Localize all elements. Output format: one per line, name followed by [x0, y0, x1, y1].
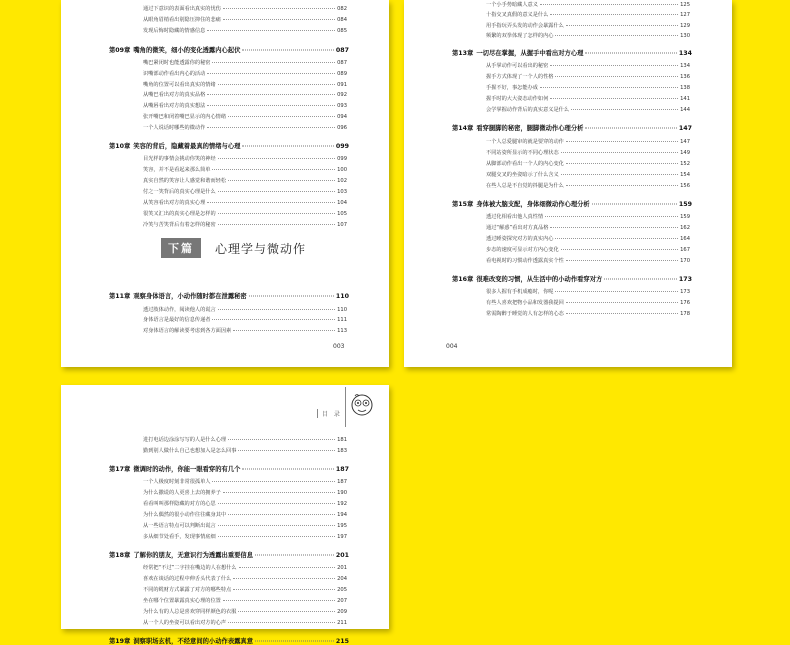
toc-section-entry[interactable] [486, 32, 690, 39]
dot-leader [218, 191, 335, 192]
dot-leader [218, 84, 335, 85]
toc-section-entry[interactable] [143, 91, 347, 98]
entry-page-number: 195 [337, 523, 347, 529]
toc-section-entry[interactable] [143, 436, 347, 443]
entry-page-number: 136 [680, 74, 690, 80]
section-title: 多从细节处看手，发现事情底细 [143, 534, 216, 540]
chapter-title: 微调时的动作，你能一眼看穿的有几个 [133, 466, 241, 473]
dot-leader [566, 313, 678, 314]
section-title: 识嘴部动作看出内心的活动 [143, 71, 206, 77]
dot-leader [604, 279, 677, 280]
entry-page-number: 111 [337, 317, 347, 323]
dot-leader [566, 260, 678, 261]
entry-page-number: 190 [337, 490, 347, 496]
dot-leader [228, 116, 335, 117]
dot-leader [566, 25, 678, 26]
section-title: 一个小手势暗藏人意义 [486, 2, 538, 8]
toc-section-entry[interactable] [143, 327, 347, 334]
dot-leader [233, 578, 335, 579]
chapter-title: 嘴角的微笑，细小的变化透露内心起伏 [133, 47, 241, 54]
toc-section-entry[interactable] [143, 16, 347, 23]
dot-leader [550, 227, 678, 228]
entry-page-number: 205 [337, 587, 347, 593]
section-title: 看电视时的习惯动作透露真实个性 [486, 258, 564, 264]
dot-leader [212, 319, 335, 320]
chapter-title: 观察身体语言，小动作随时都在泄露秘密 [133, 293, 247, 300]
toc-chapter-entry[interactable] [452, 274, 692, 283]
entry-page-number: 147 [678, 125, 692, 132]
toc-chapter-entry[interactable] [452, 199, 692, 208]
section-title: 为什么有的人总是喜欢穿同样颜色的衣服 [143, 609, 237, 615]
entry-page-number: 156 [680, 183, 690, 189]
dot-leader [555, 76, 678, 77]
section-title: 为什么偶然的很小动作往往藏身其中 [143, 512, 227, 518]
entry-page-number: 167 [680, 247, 690, 253]
chapter-number: 第17章 [109, 466, 131, 473]
toc-section-entry[interactable] [143, 70, 347, 77]
toc-section-entry[interactable] [143, 575, 347, 582]
section-title: 从手掌动作可以看出的秘密 [486, 63, 549, 69]
toc-section-entry[interactable] [143, 5, 347, 12]
dot-leader [555, 238, 678, 239]
dot-leader [592, 204, 677, 205]
section-title: 看看叫叫那样隐藏的对方的心思 [143, 501, 216, 507]
toc-section-entry[interactable] [143, 564, 347, 571]
entry-page-number: 105 [337, 211, 347, 217]
section-title: 进打电话边涂涂写写的人是什么心理 [143, 437, 227, 443]
toc-section-entry[interactable] [143, 511, 347, 518]
toc-page-004 [404, 0, 732, 367]
entry-page-number: 173 [678, 276, 692, 283]
entry-page-number: 178 [680, 311, 690, 317]
page-number: 004 [446, 343, 458, 350]
dot-leader [207, 127, 335, 128]
dot-leader [566, 163, 678, 164]
entry-page-number: 113 [337, 328, 347, 334]
entry-page-number: 094 [337, 114, 347, 120]
dot-leader [255, 641, 334, 642]
entry-page-number: 159 [680, 214, 690, 220]
dot-leader [555, 35, 678, 36]
toc-section-entry[interactable] [486, 235, 690, 242]
toc-section-entry[interactable] [486, 84, 690, 91]
chapter-title: 洞察职场玄机，不经意间的小动作表露真意 [133, 638, 253, 645]
entry-page-number: 207 [337, 598, 347, 604]
chapter-title: 身体被大脑支配，身体细微动作心理分析 [476, 201, 590, 208]
entry-page-number: 110 [337, 307, 347, 313]
dot-leader [228, 622, 335, 623]
entry-page-number: 211 [337, 620, 347, 626]
dot-leader [228, 439, 335, 440]
section-title: 坐在哪个位置暴露真实心理的位置 [143, 598, 221, 604]
toc-section-entry[interactable] [486, 1, 690, 8]
chapter-number: 第14章 [452, 125, 474, 132]
entry-page-number: 187 [335, 466, 349, 473]
section-title: 在些人总是不自觉的抖腿是为什么 [486, 183, 564, 189]
dot-leader [255, 555, 334, 556]
chapter-number: 第16章 [452, 276, 474, 283]
dot-leader [218, 503, 335, 504]
section-title: 手握不好，事怎能办成 [486, 85, 538, 91]
dot-leader [566, 185, 678, 186]
section-title: 笑容，并不是看起来那么简单 [143, 167, 211, 173]
toc-chapter-entry[interactable] [109, 550, 349, 559]
toc-page-003 [61, 0, 389, 367]
entry-page-number: 194 [337, 512, 347, 518]
entry-page-number: 162 [680, 225, 690, 231]
toc-section-entry[interactable] [143, 447, 347, 454]
toc-section-entry[interactable] [143, 210, 347, 217]
cartoon-face-icon [349, 391, 375, 417]
toc-section-entry[interactable] [486, 288, 690, 295]
entry-page-number: 096 [337, 125, 347, 131]
dot-leader [585, 128, 676, 129]
toc-section-entry[interactable] [143, 533, 347, 540]
entry-page-number: 154 [680, 172, 690, 178]
entry-page-number: 089 [337, 71, 347, 77]
section-title: 透过睡姿探究对方的真实内心 [486, 236, 554, 242]
dot-leader [223, 492, 335, 493]
part-badge: 下篇 [161, 238, 201, 258]
entry-page-number: 197 [337, 534, 347, 540]
toc-section-entry[interactable] [486, 257, 690, 264]
section-title: 常需陶醉于睡觉的人有怎样的心态 [486, 311, 564, 317]
dot-leader [218, 536, 335, 537]
toc-section-entry[interactable] [143, 124, 347, 131]
toc-section-entry[interactable] [143, 500, 347, 507]
chapter-number: 第11章 [109, 293, 131, 300]
section-title: 嘴巴紧闭时也能透露你的秘密 [143, 60, 211, 66]
toc-chapter-entry[interactable] [109, 464, 349, 473]
section-title: 经常把“不过”二字挂在嘴边的人在想什么 [143, 565, 237, 571]
entry-page-number: 170 [680, 258, 690, 264]
toc-section-entry[interactable] [143, 177, 347, 184]
section-title: 从一个人的坐姿可以看出对方的心声 [143, 620, 227, 626]
entry-page-number: 134 [678, 50, 692, 57]
entry-page-number: 192 [337, 501, 347, 507]
toc-section-entry[interactable] [143, 586, 347, 593]
toc-section-entry[interactable] [486, 95, 690, 102]
entry-page-number: 147 [680, 139, 690, 145]
section-title: 嘴角的位置可以看出真实的情绪 [143, 82, 216, 88]
section-title: 对身体语言的解读要考虑到各方面因素 [143, 328, 232, 334]
dot-leader [207, 94, 335, 95]
section-title: 付之一笑背后的真实心理是什么 [143, 189, 216, 195]
toc-section-entry[interactable] [143, 478, 347, 485]
dot-leader [238, 611, 335, 612]
section-title: 身体语言是最好的信息传递者 [143, 317, 211, 323]
running-head: 目 录 [317, 409, 342, 418]
section-title: 从脚部动作看出一个人的内心变化 [486, 161, 564, 167]
toc-chapter-entry[interactable] [452, 123, 692, 132]
section-title: 用手指玩弄头发的动作会暴露什么 [486, 23, 564, 29]
dot-leader [566, 141, 678, 142]
entry-page-number: 187 [337, 479, 347, 485]
entry-page-number: 084 [337, 17, 347, 23]
chapter-number: 第10章 [109, 143, 131, 150]
section-title: 十指交叉真假的意义是什么 [486, 12, 549, 18]
toc-section-entry[interactable] [143, 155, 347, 162]
section-title: 通过下意识的表面看出真实的忧伤 [143, 6, 221, 12]
dot-leader [233, 330, 335, 331]
entry-page-number: 209 [337, 609, 347, 615]
dot-leader [249, 296, 334, 297]
section-title: 不同的缆财方式暴露了对方的哪些特点 [143, 587, 232, 593]
dot-leader [207, 105, 335, 106]
dot-leader [238, 450, 335, 451]
toc-chapter-entry[interactable] [109, 141, 349, 150]
entry-page-number: 082 [337, 6, 347, 12]
chapter-title: 一切尽在掌握，从握手中看出对方心理 [476, 50, 584, 57]
entry-page-number: 201 [335, 552, 349, 559]
entry-page-number: 152 [680, 161, 690, 167]
chapter-number: 第15章 [452, 201, 474, 208]
section-title: 握手时的大大姿态动作如何 [486, 96, 549, 102]
dot-leader [218, 158, 335, 159]
section-title: 通过“解惑”看出对方真品格 [486, 225, 549, 231]
entry-page-number: 173 [680, 289, 690, 295]
toc-page-contents-head [61, 385, 389, 645]
entry-page-number: 087 [335, 47, 349, 54]
toc-section-entry[interactable] [486, 213, 690, 220]
section-title: 发现后悔时隐藏的情感信息 [143, 28, 206, 34]
dot-leader [545, 216, 678, 217]
dot-leader [540, 87, 678, 88]
dot-leader [233, 589, 335, 590]
entry-page-number: 100 [337, 167, 347, 173]
entry-page-number: 201 [337, 565, 347, 571]
toc-section-entry[interactable] [143, 522, 347, 529]
section-title: 步态的速度可显示对方内心变化 [486, 247, 559, 253]
toc-section-entry[interactable] [486, 246, 690, 253]
chapter-number: 第19章 [109, 638, 131, 645]
entry-page-number: 092 [337, 92, 347, 98]
entry-page-number: 091 [337, 82, 347, 88]
dot-leader [207, 30, 335, 31]
toc-section-entry[interactable] [486, 62, 690, 69]
section-title: 勤到别人做什么自己也想加入是怎么回事 [143, 448, 237, 454]
toc-section-entry[interactable] [143, 306, 347, 313]
toc-section-entry[interactable] [486, 106, 690, 113]
toc-section-entry[interactable] [143, 113, 347, 120]
toc-section-entry[interactable] [143, 619, 347, 626]
toc-section-entry[interactable] [486, 171, 690, 178]
entry-page-number: 103 [337, 189, 347, 195]
dot-leader [561, 174, 678, 175]
dot-leader [242, 50, 333, 51]
entry-page-number: 204 [337, 576, 347, 582]
section-title: 握手方式体现了一个人的性格 [486, 74, 554, 80]
section-title: 一个人极度时刻非常很孤单人 [143, 479, 211, 485]
section-title: 双腿交叉的坐姿暗示了什么含义 [486, 172, 559, 178]
chapter-title: 很难改变的习惯，从生活中的小动作看穿对方 [476, 276, 603, 283]
entry-page-number: 110 [335, 293, 349, 300]
section-title: 透过化相看出他人真性情 [486, 214, 544, 220]
dot-leader [218, 309, 335, 310]
entry-page-number: 127 [680, 12, 690, 18]
entry-page-number: 093 [337, 103, 347, 109]
section-title: 从一些语言特点可以判断出谎言 [143, 523, 216, 529]
entry-page-number: 107 [337, 222, 347, 228]
section-title: 会学掌握动作背后的真实意义是什么 [486, 107, 570, 113]
toc-chapter-entry[interactable] [109, 636, 349, 645]
toc-section-entry[interactable] [486, 310, 690, 317]
header-rule [345, 387, 346, 427]
toc-section-entry[interactable] [143, 597, 347, 604]
entry-page-number: 181 [337, 437, 347, 443]
chapter-title: 看穿腿脚的秘密，腿脚微动作心理分析 [476, 125, 584, 132]
dot-leader [571, 109, 678, 110]
section-title: 冷笑与苦笑背后有着怎样的秘密 [143, 222, 216, 228]
chapter-number: 第09章 [109, 47, 131, 54]
toc-section-entry[interactable] [143, 489, 347, 496]
dot-leader [555, 291, 678, 292]
chapter-number: 第13章 [452, 50, 474, 57]
entry-page-number: 144 [680, 107, 690, 113]
entry-page-number: 164 [680, 236, 690, 242]
toc-section-entry[interactable] [143, 166, 347, 173]
section-title: 从嘴唇看出对方的真实想法 [143, 103, 206, 109]
entry-page-number: 129 [680, 23, 690, 29]
dot-leader [228, 514, 335, 515]
entry-page-number: 141 [680, 96, 690, 102]
section-title: 不同站姿所显示的不同心理状态 [486, 150, 559, 156]
toc-section-entry[interactable] [486, 182, 690, 189]
dot-leader [561, 249, 678, 250]
chapter-number: 第18章 [109, 552, 131, 559]
dot-leader [550, 65, 678, 66]
toc-chapter-entry[interactable] [109, 45, 349, 54]
dot-leader [218, 224, 335, 225]
page-number: 003 [333, 343, 345, 350]
entry-page-number: 099 [335, 143, 349, 150]
section-title: 很多人握有手机成瘾时，你呢 [486, 289, 554, 295]
dot-leader [242, 146, 333, 147]
toc-section-entry[interactable] [486, 149, 690, 156]
entry-page-number: 138 [680, 85, 690, 91]
section-title: 透过肢体动作，阅读他人的谎言 [143, 307, 216, 313]
dot-leader [207, 202, 335, 203]
toc-section-entry[interactable] [486, 22, 690, 29]
section-title: 频繁的双拳体现了怎样的内心 [486, 33, 554, 39]
dot-leader [223, 8, 335, 9]
section-title: 一个人说话时哪些的微动作 [143, 125, 206, 131]
dot-leader [540, 4, 678, 5]
dot-leader [585, 53, 676, 54]
section-title: 喜欢在谈话的过程中伸舌头代表了什么 [143, 576, 232, 582]
dot-leader [212, 169, 335, 170]
toc-section-entry[interactable] [143, 316, 347, 323]
entry-page-number: 130 [680, 33, 690, 39]
dot-leader [228, 180, 335, 181]
dot-leader [550, 98, 678, 99]
entry-page-number: 085 [337, 28, 347, 34]
toc-section-entry[interactable] [143, 188, 347, 195]
section-title: 张开嘴巴和闭着嘴巴显示的内心情绪 [143, 114, 227, 120]
entry-page-number: 149 [680, 150, 690, 156]
dot-leader [207, 73, 335, 74]
dot-leader [566, 302, 678, 303]
toc-section-entry[interactable] [143, 608, 347, 615]
dot-leader [550, 14, 678, 15]
entry-page-number: 176 [680, 300, 690, 306]
dot-leader [218, 213, 335, 214]
section-title: 很笑又汇出的真实心理是怎样的 [143, 211, 216, 217]
toc-section-entry[interactable] [143, 221, 347, 228]
dot-leader [223, 19, 335, 20]
toc-section-entry[interactable] [486, 160, 690, 167]
toc-section-entry[interactable] [143, 59, 347, 66]
dot-leader [242, 469, 333, 470]
part-title: 心理学与微动作 [215, 241, 307, 256]
dot-leader [561, 152, 678, 153]
part-heading [161, 238, 306, 258]
dot-leader [212, 62, 335, 63]
entry-page-number: 099 [337, 156, 347, 162]
entry-page-number: 087 [337, 60, 347, 66]
toc-chapter-entry[interactable] [452, 48, 692, 57]
section-title: 真实自然的笑容让人感觉和谐而轻松 [143, 178, 227, 184]
toc-section-entry[interactable] [486, 224, 690, 231]
entry-page-number: 125 [680, 2, 690, 8]
dot-leader [212, 481, 335, 482]
entry-page-number: 215 [335, 638, 349, 645]
toc-chapter-entry[interactable] [109, 291, 349, 300]
entry-page-number: 134 [680, 63, 690, 69]
toc-section-entry[interactable] [486, 11, 690, 18]
section-title: 从眼角眉梢看出别隐压抑住的悲痛 [143, 17, 221, 23]
entry-page-number: 159 [678, 201, 692, 208]
chapter-title: 了解你的朋友，无意识行为透露出重要信息 [133, 552, 253, 559]
entry-page-number: 104 [337, 200, 347, 206]
toc-section-entry[interactable] [143, 27, 347, 34]
toc-section-entry[interactable] [486, 299, 690, 306]
dot-leader [223, 600, 335, 601]
toc-section-entry[interactable] [143, 102, 347, 109]
toc-section-entry[interactable] [486, 138, 690, 145]
section-title: 一个人总爱腿审的就是要穿的动作 [486, 139, 564, 145]
section-title: 有些人喜欢把物小品和发器我提回 [486, 300, 564, 306]
section-title: 从笑容看出对方的真实心理 [143, 200, 206, 206]
chapter-title: 笑容的背后，隐藏着最真的情绪与心理 [133, 143, 241, 150]
entry-page-number: 183 [337, 448, 347, 454]
section-title: 为什么撒谎的人更喜上去的拥养子 [143, 490, 221, 496]
toc-section-entry[interactable] [143, 81, 347, 88]
section-title: 从嘴巴看出对方的真实品格 [143, 92, 206, 98]
entry-page-number: 102 [337, 178, 347, 184]
dot-leader [218, 525, 335, 526]
toc-section-entry[interactable] [143, 199, 347, 206]
dot-leader [239, 567, 336, 568]
toc-section-entry[interactable] [486, 73, 690, 80]
section-title: 目光样的事情会挑动你笑的神经 [143, 156, 216, 162]
